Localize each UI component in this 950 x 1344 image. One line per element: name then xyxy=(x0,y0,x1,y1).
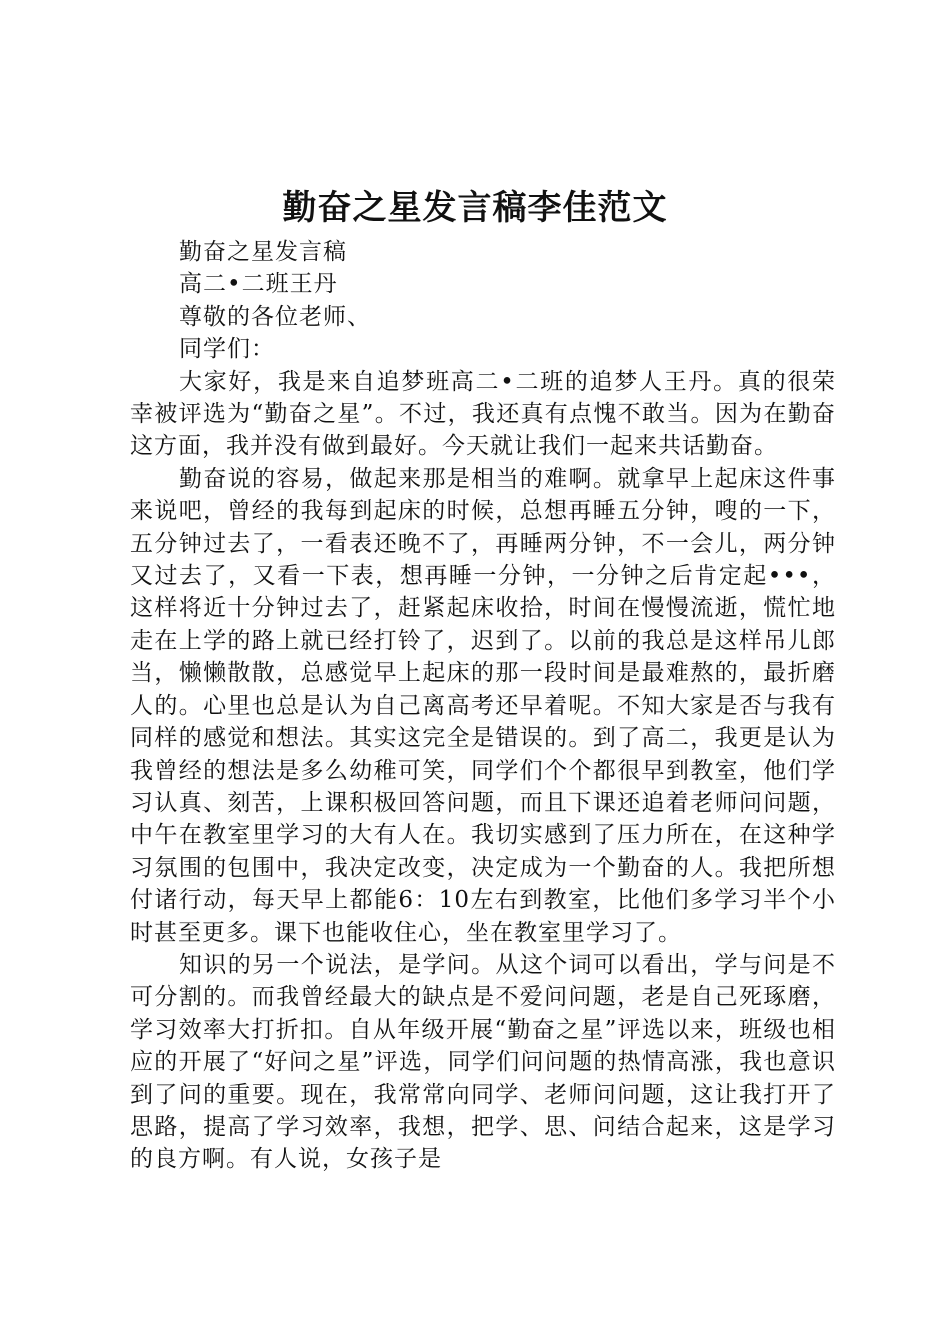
document-title: 勤奋之星发言稿李佳范文 xyxy=(282,188,668,228)
paragraph-intro: 大家好，我是来自追梦班高二•二班的追梦人王丹。真的很荣幸被评选为“勤奋之星”。不过，我还真有点愧不敢当。因为在勤奋这方面，我并没有做到最好。今天就让我们一起来共话勤奋。 xyxy=(130,368,836,460)
salutation-line-teachers: 尊敬的各位老师、 xyxy=(179,303,371,330)
paragraph-questions: 知识的另一个说法，是学问。从这个词可以看出，学与问是不可分割的。而我曾经最大的缺点是不爱问问题，老是自己死琢磨，学习效率大打折扣。自从年级开展“勤奋之星”评选以来，班级也相应的开展了“好问之星”评选，同学们问问题的热情高涨，我也意识到了问的重要。现在，我常常向同学、老师问问题，这让我打开了思路，提高了学习效率，我想，把学、思、问结合起来，这是学习的良方啊。有人说，女孩子是 xyxy=(130,951,836,1173)
document-body xyxy=(130,236,836,1176)
header-line-author: 高二•二班王丹 xyxy=(179,271,338,298)
salutation-line-students: 同学们： xyxy=(179,336,275,363)
paragraph-diligence: 勤奋说的容易，做起来那是相当的难啊。就拿早上起床这件事来说吧，曾经的我每到起床的时候，总想再睡五分钟，嗖的一下，五分钟过去了，一看表还晚不了，再睡两分钟，不一会儿，两分钟又过去了，又看一下表，想再睡一分钟，一分钟之后肯定起•••，这样将近十分钟过去了，赶紧起床收拾，时间在慢慢流逝，慌忙地走在上学的路上就已经打铃了，迟到了。以前的我总是这样吊儿郎当，懒懒散散，总感觉早上起床的那一段时间是最难熬的，最折磨人的。心里也总是认为自己离高考还早着呢。不知大家是否与我有同样的感觉和想法。其实这完全是错误的。到了高二，我更是认为我曾经的想法是多么幼稚可笑，同学们个个都很早到教室，他们学习认真、刻苦，上课积极回答问题，而且下课还追着老师问问题，中午在教室里学习的大有人在。我切实感到了压力所在，在这种学习氛围的包围中，我决定改变，决定成为一个勤奋的人。我把所想付诸行动，每天早上都能6：10左右到教室，比他们多学习半个小时甚至更多。课下也能收住心，坐在教室里学习了。 xyxy=(130,465,836,946)
header-line-title: 勤奋之星发言稿 xyxy=(179,239,347,265)
